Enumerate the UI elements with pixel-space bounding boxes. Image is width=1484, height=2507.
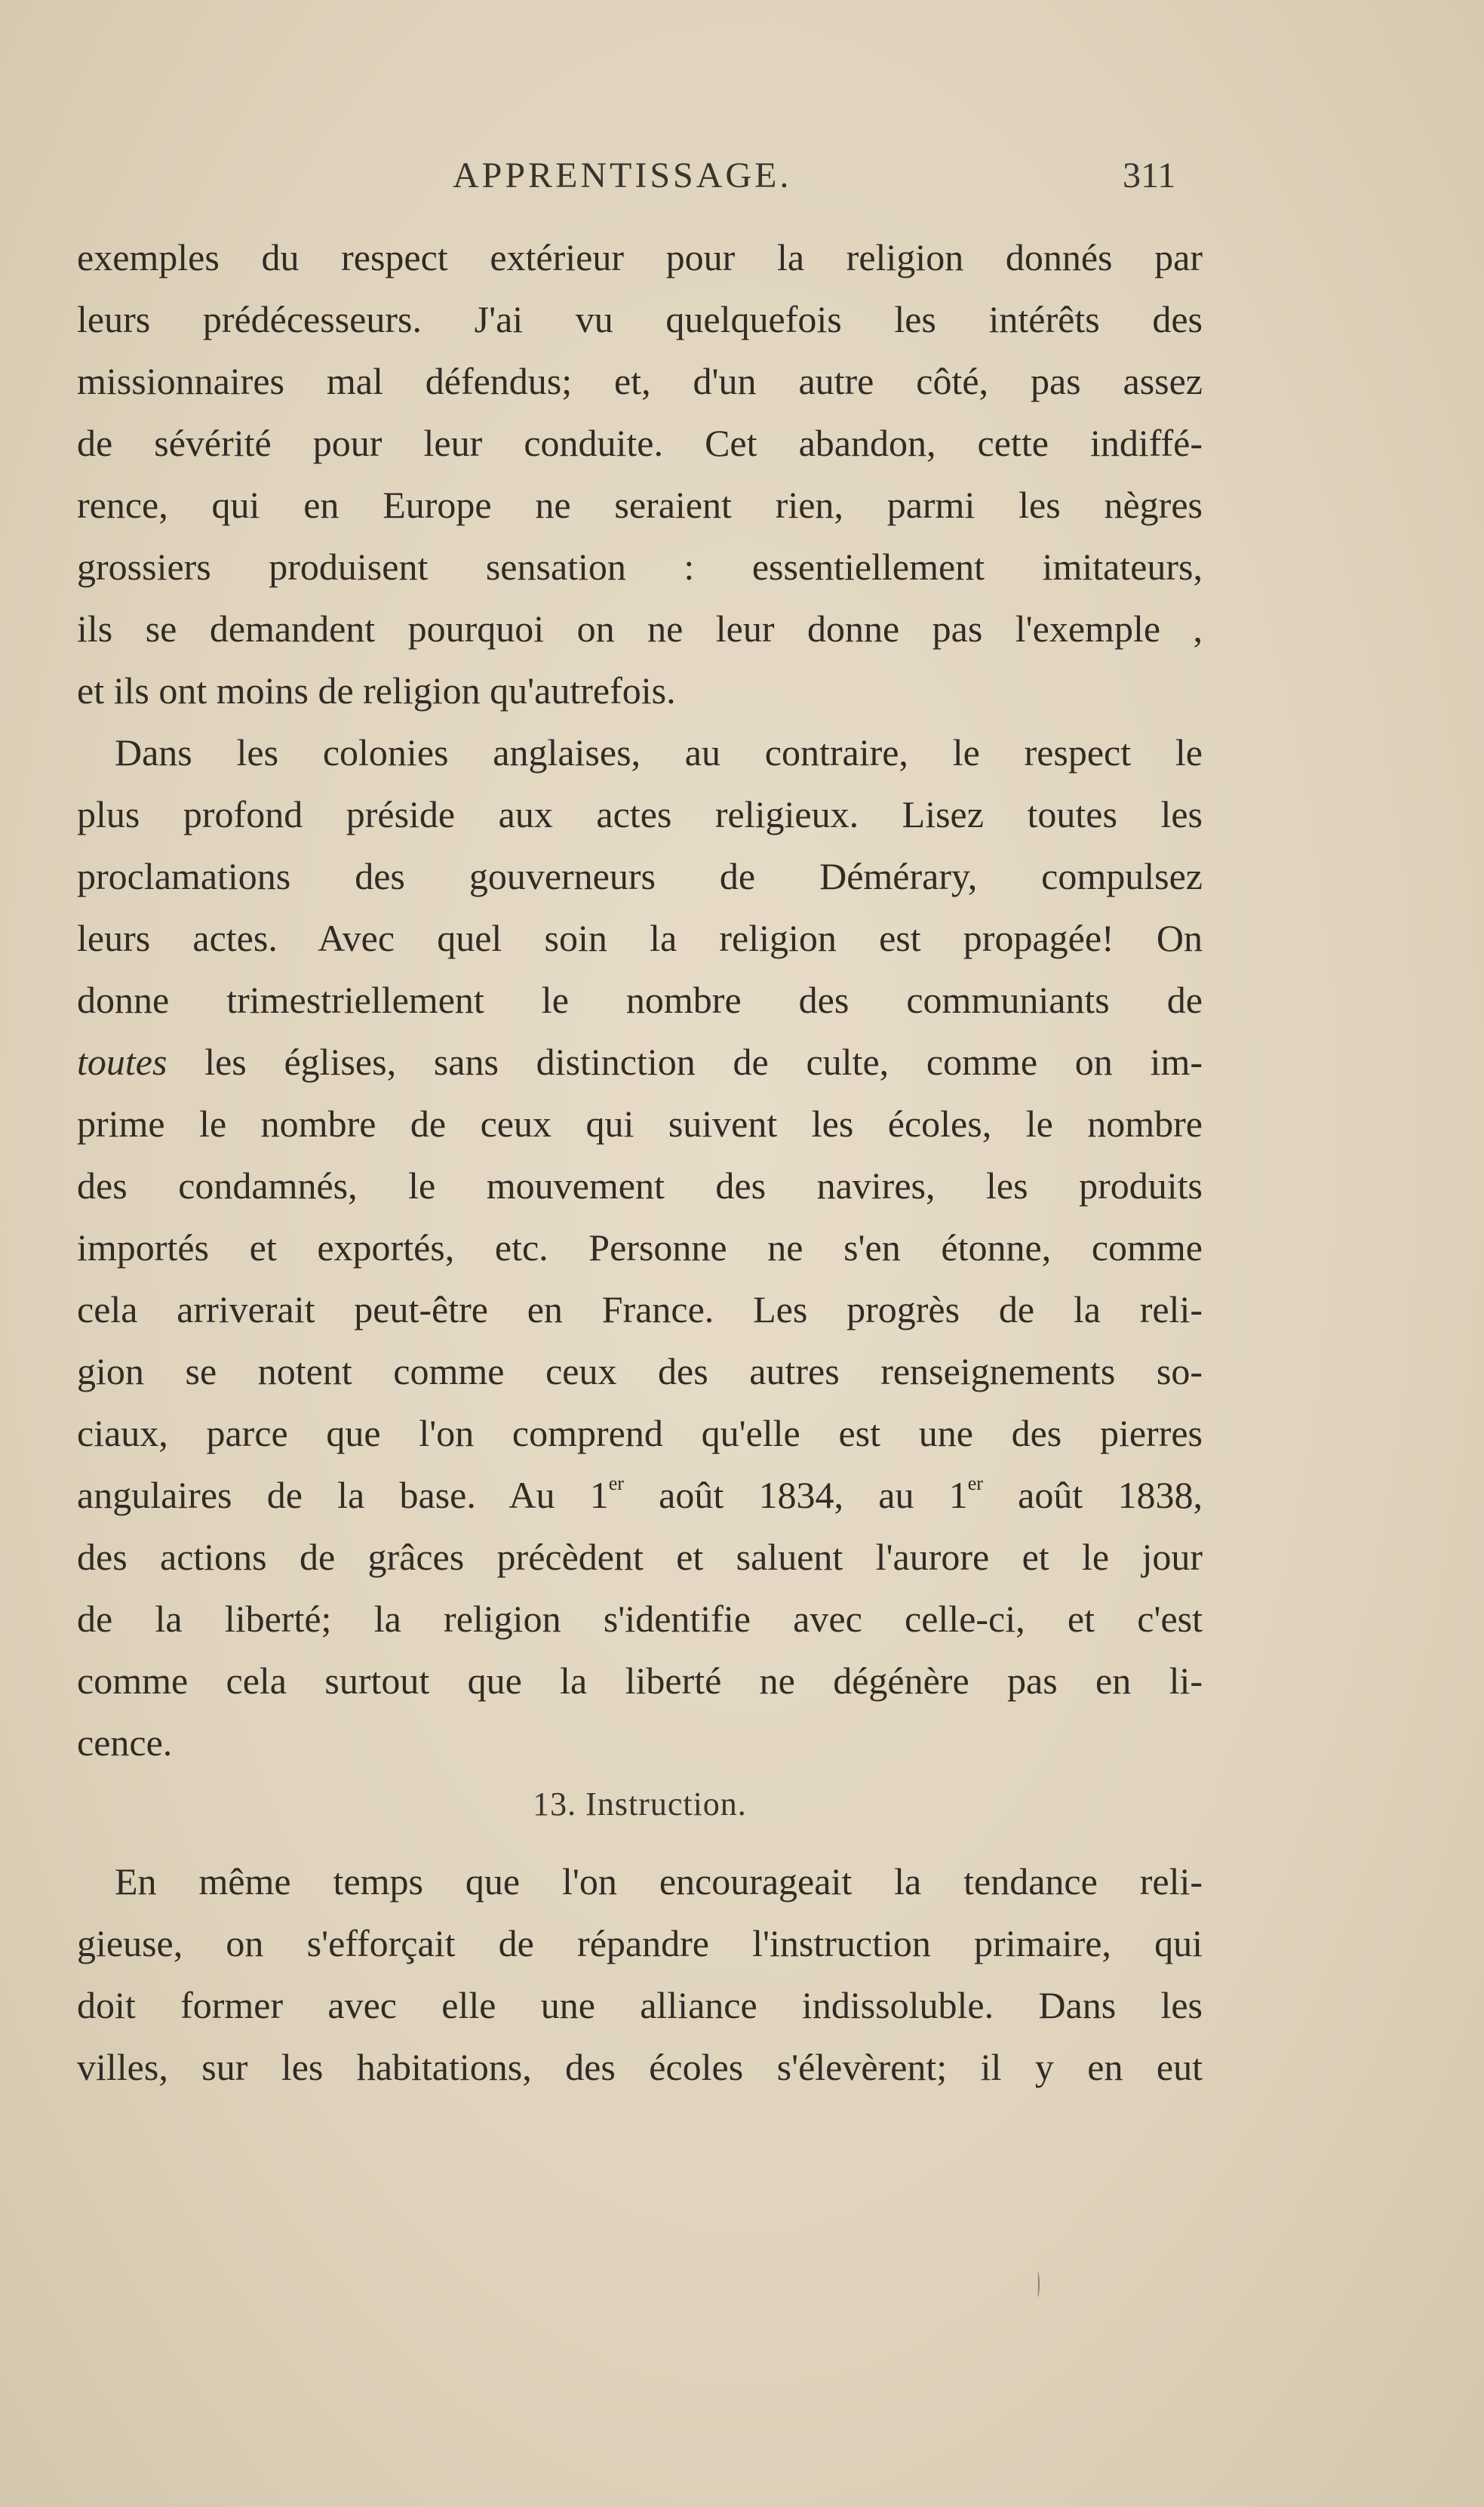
text-line: comme cela surtout que la liberté ne dégénère pas en li- <box>77 1660 1203 1702</box>
text-line: proclamations des gouverneurs de Démérary, compulsez <box>77 855 1203 897</box>
text-line: de la liberté; la religion s'identifie avec celle-ci, et c'est <box>77 1598 1203 1640</box>
superscript: er <box>967 1472 983 1495</box>
text-line: villes, sur les habitations, des écoles s'élevèrent; il y en eut <box>77 2046 1203 2088</box>
text-line: rence, qui en Europe ne seraient rien, parmi les nègres <box>77 484 1203 526</box>
text-line: prime le nombre de ceux qui suivent les écoles, le nombre <box>77 1103 1203 1145</box>
text-line: gion se notent comme ceux des autres renseignements so- <box>77 1350 1203 1392</box>
text-line <box>77 1464 1203 1526</box>
text-line: missionnaires mal défendus; et, d'un autre côté, pas assez <box>77 360 1203 402</box>
text-line: doit former avec elle une alliance indissoluble. Dans les <box>77 1984 1203 2026</box>
text-line: donne trimestriellement le nombre des communiants de <box>77 979 1203 1021</box>
text-line: ciaux, parce que l'on comprend qu'elle est une des pierres <box>77 1412 1203 1454</box>
text-line: grossiers produisent sensation : essentiellement imitateurs, <box>77 546 1203 588</box>
running-title: APPRENTISSAGE. <box>453 155 792 195</box>
section-heading: 13. Instruction. <box>533 1786 747 1823</box>
body-text <box>77 226 1203 2098</box>
text-fragment: angulaires de la base. Au 1 <box>77 1474 609 1516</box>
text-line: leurs actes. Avec quel soin la religion est propagée! On <box>77 917 1203 959</box>
text-fragment: août 1838, <box>982 1474 1203 1516</box>
page-blemish-mark <box>1035 2272 1040 2297</box>
text-line: gieuse, on s'efforçait de répandre l'instruction primaire, qui <box>77 1922 1203 1964</box>
text-line: des condamnés, le mouvement des navires, les produits <box>77 1164 1203 1207</box>
text-line: plus profond préside aux actes religieux. Lisez toutes les <box>77 793 1203 835</box>
text-line: de sévérité pour leur conduite. Cet abandon, cette indiffé- <box>77 422 1203 464</box>
page-header <box>0 155 1484 215</box>
text-line: importés et exportés, etc. Personne ne s'en étonne, comme <box>77 1226 1203 1269</box>
text-line: cence. <box>77 1721 173 1764</box>
spacer <box>77 1835 1203 1850</box>
text-line <box>77 1031 1203 1093</box>
text-line: exemples du respect extérieur pour la religion donnés par <box>77 236 1203 278</box>
text-fragment: août 1834, au 1 <box>623 1474 968 1516</box>
text-line: leurs prédécesseurs. J'ai vu quelquefois les intérêts des <box>77 298 1203 340</box>
text-line: ils se demandent pourquoi on ne leur donne pas l'exemple , <box>77 608 1203 650</box>
page-number: 311 <box>1123 155 1176 195</box>
text-line: En même temps que l'on encourageait la tendance reli- <box>115 1860 1203 1903</box>
text-line: Dans les colonies anglaises, au contraire, le respect le <box>115 731 1203 774</box>
italic-word: toutes <box>77 1041 167 1083</box>
text-line: cela arriverait peut-être en France. Les progrès de la reli- <box>77 1288 1203 1330</box>
text-fragment: les églises, sans distinction de culte, comme on im- <box>167 1041 1203 1083</box>
superscript: er <box>608 1472 624 1495</box>
text-line: des actions de grâces précèdent et saluent l'aurore et le jour <box>77 1536 1203 1578</box>
text-line: et ils ont moins de religion qu'autrefois. <box>77 669 676 712</box>
